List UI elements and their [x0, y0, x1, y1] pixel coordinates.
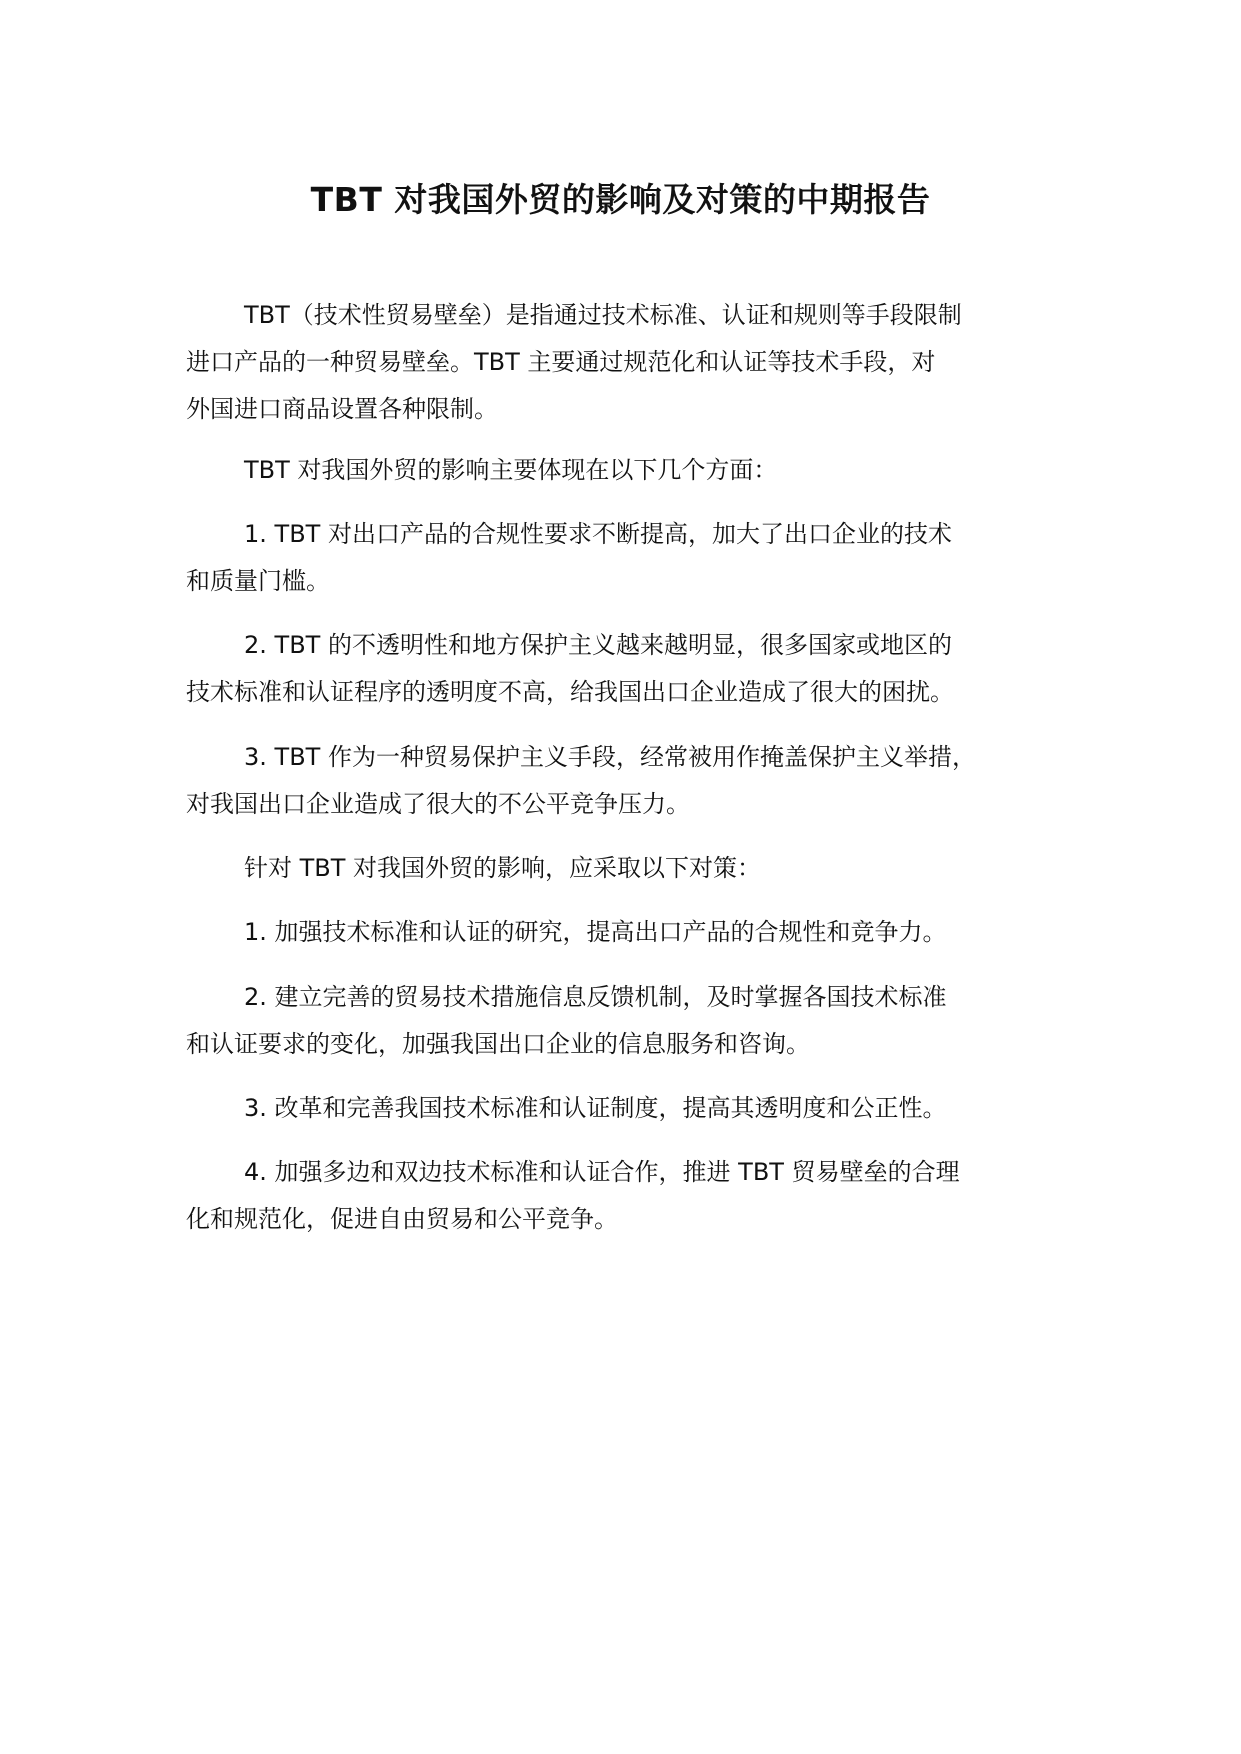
paragraph-line: 4. 加强多边和双边技术标准和认证合作，推进 TBT 贸易壁垒的合理	[244, 1158, 960, 1186]
paragraph-measure-2	[186, 974, 1086, 1068]
paragraph-impact-intro	[186, 447, 1086, 494]
paragraph-line: 外国进口商品设置各种限制。	[186, 395, 498, 423]
paragraph-line: 和质量门槛。	[186, 567, 330, 595]
paragraph-line: 针对 TBT 对我国外贸的影响，应采取以下对策：	[244, 854, 762, 882]
paragraph-impact-1	[186, 511, 1086, 605]
paragraph-line: 技术标准和认证程序的透明度不高，给我国出口企业造成了很大的困扰。	[186, 678, 954, 706]
paragraph-definition	[186, 292, 1086, 433]
paragraph-measure-1	[186, 909, 1086, 956]
paragraph-measure-4	[186, 1149, 1086, 1243]
paragraph-impact-3	[186, 734, 1086, 828]
paragraph-line: 对我国出口企业造成了很大的不公平竞争压力。	[186, 790, 690, 818]
paragraph-impact-2	[186, 622, 1086, 716]
paragraph-measure-3	[186, 1085, 1086, 1132]
paragraph-line: 和认证要求的变化，加强我国出口企业的信息服务和咨询。	[186, 1030, 810, 1058]
document-title: TBT 对我国外贸的影响及对策的中期报告	[310, 180, 931, 219]
paragraph-line: 2. 建立完善的贸易技术措施信息反馈机制，及时掌握各国技术标准	[244, 983, 947, 1011]
paragraph-line: 1. TBT 对出口产品的合规性要求不断提高，加大了出口企业的技术	[244, 520, 952, 548]
paragraph-line: 化和规范化，促进自由贸易和公平竞争。	[186, 1205, 618, 1233]
paragraph-line: 3. TBT 作为一种贸易保护主义手段，经常被用作掩盖保护主义举措，	[244, 743, 976, 771]
paragraph-line: TBT（技术性贸易壁垒）是指通过技术标准、认证和规则等手段限制	[244, 301, 962, 329]
paragraph-line: TBT 对我国外贸的影响主要体现在以下几个方面：	[244, 456, 778, 484]
paragraph-line: 3. 改革和完善我国技术标准和认证制度，提高其透明度和公正性。	[244, 1094, 947, 1122]
paragraph-line: 1. 加强技术标准和认证的研究，提高出口产品的合规性和竞争力。	[244, 918, 947, 946]
paragraph-measures-intro	[186, 845, 1086, 892]
paragraph-line: 2. TBT 的不透明性和地方保护主义越来越明显，很多国家或地区的	[244, 631, 952, 659]
paragraph-line: 进口产品的一种贸易壁垒。TBT 主要通过规范化和认证等技术手段，对	[186, 348, 936, 376]
